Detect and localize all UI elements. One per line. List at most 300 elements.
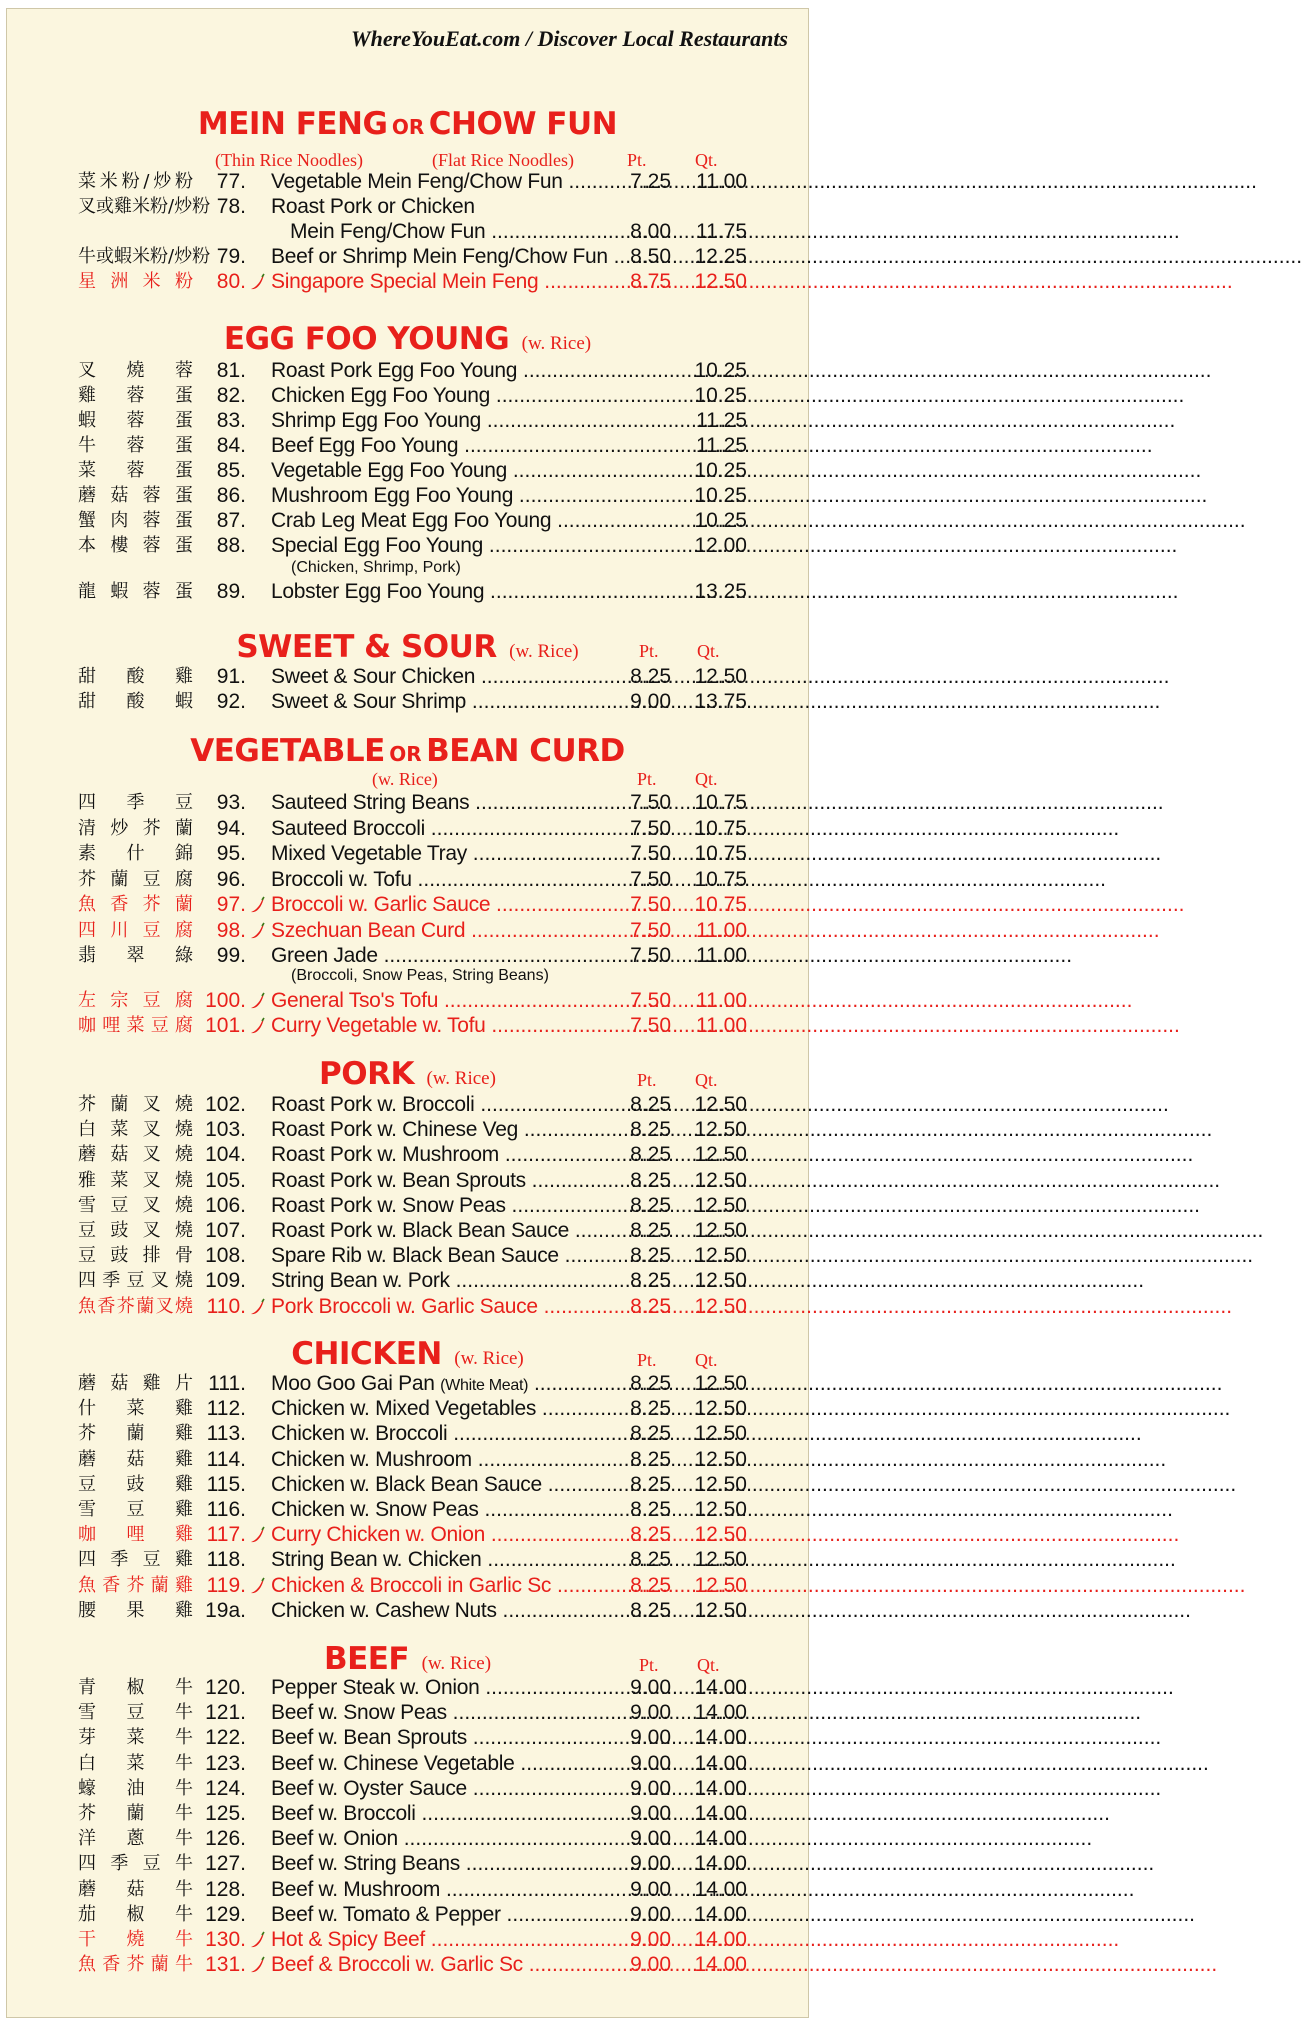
section-title-note: (w. Rice) bbox=[454, 1348, 524, 1369]
pint-price: 7.50 bbox=[630, 1014, 671, 1037]
quart-price: 10.75 bbox=[694, 842, 747, 865]
chinese-name: 洋蔥牛 bbox=[78, 1828, 193, 1849]
item-number: 92. bbox=[216, 690, 246, 713]
quart-price: 12.50 bbox=[694, 1194, 747, 1217]
quart-price: 12.50 bbox=[694, 1599, 747, 1622]
item-number: 108. bbox=[205, 1244, 246, 1267]
pint-price: 7.50 bbox=[630, 919, 671, 942]
dish-name-text: Chicken w. Snow Peas bbox=[271, 1498, 479, 1521]
quart-price: 12.50 bbox=[694, 665, 747, 688]
dish-name bbox=[271, 169, 623, 194]
item-note bbox=[7, 559, 808, 579]
dish-name bbox=[271, 1218, 623, 1243]
menu-item-row[interactable] bbox=[7, 1243, 808, 1268]
dish-name-text: Roast Pork or Chicken bbox=[271, 195, 475, 218]
menu-item-row[interactable] bbox=[7, 1268, 808, 1293]
pint-price: 8.25 bbox=[630, 1093, 671, 1116]
quart-price: 10.75 bbox=[694, 791, 747, 814]
noodle-type-flat: (Flat Rice Noodles) bbox=[432, 150, 574, 170]
chinese-name: 雪豆牛 bbox=[78, 1702, 193, 1723]
chinese-name: 芥蘭雞 bbox=[78, 1423, 193, 1444]
menu-panel bbox=[6, 8, 809, 2018]
dish-name bbox=[271, 1497, 623, 1522]
chinese-name: 什菜雞 bbox=[78, 1398, 193, 1419]
quart-price: 14.00 bbox=[694, 1802, 747, 1825]
menu-item-row[interactable] bbox=[7, 1447, 808, 1472]
chili-pepper-icon bbox=[249, 1017, 265, 1035]
pint-price: 8.25 bbox=[630, 1397, 671, 1420]
pint-header: Pt. bbox=[637, 769, 657, 789]
dish-name-text: Spare Rib w. Black Bean Sauce bbox=[271, 1244, 559, 1267]
pint-price: 9.00 bbox=[630, 1752, 671, 1775]
dish-name-text: Curry Vegetable w. Tofu bbox=[271, 1014, 486, 1037]
pint-price: 8.25 bbox=[630, 1219, 671, 1242]
pint-price: 7.50 bbox=[630, 893, 671, 916]
menu-item-row[interactable] bbox=[7, 1851, 808, 1876]
quart-header: Qt. bbox=[697, 1655, 720, 1675]
chinese-name: 芽菜牛 bbox=[78, 1727, 193, 1748]
item-number: 87. bbox=[216, 509, 246, 532]
dish-name bbox=[271, 508, 623, 533]
pint-price: 8.25 bbox=[630, 1574, 671, 1597]
menu-item-row[interactable] bbox=[7, 508, 808, 533]
item-number: 85. bbox=[216, 459, 246, 482]
menu-item-row[interactable] bbox=[7, 169, 808, 194]
chinese-name: 魚香芥蘭牛 bbox=[78, 1954, 193, 1975]
quart-price: 12.50 bbox=[694, 1548, 747, 1571]
menu-item-row[interactable] bbox=[7, 1927, 808, 1952]
pint-price: 9.00 bbox=[630, 1777, 671, 1800]
dish-name-text: Beef or Shrimp Mein Feng/Chow Fun bbox=[271, 245, 608, 268]
item-number: 91. bbox=[216, 665, 246, 688]
quart-price: 13.75 bbox=[694, 690, 747, 713]
menu-item-row[interactable] bbox=[7, 1902, 808, 1927]
menu-item-row[interactable] bbox=[7, 816, 808, 841]
menu-item-row[interactable] bbox=[7, 918, 808, 943]
dish-name-text: Chicken w. Black Bean Sauce bbox=[271, 1473, 542, 1496]
pint-price: 9.00 bbox=[630, 1726, 671, 1749]
item-number: 121. bbox=[205, 1701, 246, 1724]
pint-price: 8.50 bbox=[630, 245, 671, 268]
dish-name-text: Roast Pork Egg Foo Young bbox=[271, 359, 518, 382]
quart-price: 12.50 bbox=[694, 270, 747, 293]
menu-item-row[interactable] bbox=[7, 1193, 808, 1218]
dish-name-text: Mein Feng/Chow Fun bbox=[290, 220, 486, 243]
section-title bbox=[7, 106, 808, 142]
section-title-part: BEEF bbox=[323, 1641, 410, 1677]
menu-item-row[interactable] bbox=[7, 790, 808, 815]
menu-item-row[interactable] bbox=[7, 1117, 808, 1142]
menu-item-row[interactable] bbox=[7, 1168, 808, 1193]
chili-pepper-icon bbox=[249, 1956, 265, 1974]
dish-name-text: Chicken w. Broccoli bbox=[271, 1422, 448, 1445]
dish-name bbox=[271, 1877, 623, 1902]
menu-item-row[interactable] bbox=[7, 943, 808, 968]
quart-price: 10.25 bbox=[694, 384, 747, 407]
dish-name-text: Beef Egg Foo Young bbox=[271, 434, 459, 457]
menu-item-row[interactable] bbox=[7, 1142, 808, 1167]
menu-item-row[interactable] bbox=[7, 1877, 808, 1902]
quart-price: 13.25 bbox=[694, 580, 747, 603]
chinese-name: 叉燒蓉 bbox=[78, 360, 193, 381]
section-title bbox=[7, 629, 808, 665]
pint-price: 9.00 bbox=[630, 690, 671, 713]
menu-item-row[interactable] bbox=[7, 988, 808, 1013]
chinese-name: 星洲米粉 bbox=[78, 271, 193, 292]
chinese-name: 雪豆叉燒 bbox=[78, 1195, 193, 1216]
item-number: 120. bbox=[205, 1676, 246, 1699]
pint-price: 7.50 bbox=[630, 989, 671, 1012]
chinese-name: 魚香芥蘭叉燒 bbox=[78, 1296, 193, 1317]
dish-name-text: Mushroom Egg Foo Young bbox=[271, 484, 514, 507]
dish-name-text: Hot & Spicy Beef bbox=[271, 1928, 425, 1951]
item-number: 103. bbox=[205, 1118, 246, 1141]
quart-price: 11.25 bbox=[696, 434, 747, 457]
quart-price: 12.50 bbox=[694, 1473, 747, 1496]
dish-name bbox=[271, 1117, 623, 1142]
menu-item-row[interactable] bbox=[7, 533, 808, 558]
section-title-part: EGG FOO YOUNG bbox=[223, 321, 510, 357]
pint-price: 9.00 bbox=[630, 1676, 671, 1699]
menu-item-row[interactable] bbox=[7, 579, 808, 604]
menu-item-row[interactable] bbox=[7, 892, 808, 917]
menu-item-row[interactable] bbox=[7, 1013, 808, 1038]
item-number: 102. bbox=[205, 1093, 246, 1116]
item-number: 95. bbox=[216, 842, 246, 865]
dish-name-text: Roast Pork w. Broccoli bbox=[271, 1093, 475, 1116]
section-title bbox=[7, 1641, 808, 1677]
chinese-name: 芥蘭豆腐 bbox=[78, 869, 193, 890]
quart-header: Qt. bbox=[695, 769, 718, 789]
item-number: 110. bbox=[206, 1295, 246, 1318]
chinese-name: 豆豉叉燒 bbox=[78, 1220, 193, 1241]
menu-item-row[interactable] bbox=[7, 1421, 808, 1446]
pint-header: Pt. bbox=[637, 1070, 657, 1090]
dish-name bbox=[271, 1243, 623, 1268]
chinese-name: 腰果雞 bbox=[78, 1600, 193, 1621]
dish-name-text: Beef & Broccoli w. Garlic Sc bbox=[271, 1953, 523, 1976]
dish-name bbox=[271, 1751, 623, 1776]
dish-name-text: Moo Goo Gai Pan bbox=[271, 1372, 435, 1395]
section-title-part: BEAN CURD bbox=[426, 733, 625, 769]
menu-item-row[interactable] bbox=[7, 1952, 808, 1977]
dish-name bbox=[271, 689, 623, 714]
menu-item-row[interactable] bbox=[7, 433, 808, 458]
chinese-name: 四季豆 bbox=[78, 792, 193, 813]
quart-price: 11.00 bbox=[696, 944, 747, 967]
section-title bbox=[7, 1336, 808, 1372]
chinese-name: 蘑菇牛 bbox=[78, 1879, 193, 1900]
dish-name-text: Lobster Egg Foo Young bbox=[271, 580, 485, 603]
quart-price: 12.00 bbox=[694, 534, 747, 557]
dish-name-text: Green Jade bbox=[271, 944, 378, 967]
section-subtitle-text: (w. Rice) bbox=[372, 769, 438, 789]
menu-item-row[interactable] bbox=[7, 244, 808, 269]
dish-name-text: Roast Pork w. Snow Peas bbox=[271, 1194, 506, 1217]
item-number: 111. bbox=[208, 1372, 246, 1395]
item-number: 97. bbox=[216, 893, 246, 916]
dish-name-text: Beef w. Broccoli bbox=[271, 1802, 416, 1825]
item-number: 80. bbox=[216, 270, 246, 293]
item-number: 89. bbox=[216, 580, 246, 603]
dish-name bbox=[271, 1675, 623, 1700]
dish-name bbox=[271, 458, 623, 483]
quart-price: 11.00 bbox=[696, 989, 747, 1012]
menu-item-row[interactable] bbox=[7, 383, 808, 408]
site-banner[interactable]: WhereYouEat.com / Discover Local Restaurants bbox=[351, 26, 788, 51]
item-note bbox=[7, 967, 808, 987]
dish-name-text: General Tso's Tofu bbox=[271, 989, 439, 1012]
section-title bbox=[7, 1056, 808, 1092]
quart-price: 12.50 bbox=[694, 1574, 747, 1597]
pint-price: 8.25 bbox=[630, 1169, 671, 1192]
dish-name-text: Sweet & Sour Chicken bbox=[271, 665, 476, 688]
item-number: 127. bbox=[205, 1852, 246, 1875]
chinese-name: 本樓蓉蛋 bbox=[78, 535, 193, 556]
dish-name-text: Sauteed Broccoli bbox=[271, 817, 425, 840]
dish-name bbox=[271, 1013, 623, 1038]
chinese-name: 四季豆叉燒 bbox=[78, 1270, 193, 1291]
chinese-name: 牛蓉蛋 bbox=[78, 435, 193, 456]
menu-item-row[interactable] bbox=[7, 1826, 808, 1851]
quart-price: 14.00 bbox=[694, 1903, 747, 1926]
item-number: 119. bbox=[206, 1574, 246, 1597]
section-title-part: MEIN FENG bbox=[197, 106, 388, 142]
item-number: 79. bbox=[216, 245, 246, 268]
item-number: 131. bbox=[205, 1953, 246, 1976]
item-number: 109. bbox=[205, 1269, 246, 1292]
pint-price: 8.25 bbox=[630, 1599, 671, 1622]
menu-item-row[interactable] bbox=[7, 689, 808, 714]
item-number: 123. bbox=[205, 1752, 246, 1775]
chili-pepper-icon bbox=[249, 992, 265, 1010]
dish-name bbox=[271, 408, 623, 433]
menu-item-row[interactable] bbox=[7, 1522, 808, 1547]
pint-price: 8.25 bbox=[630, 1118, 671, 1141]
chinese-name: 四川豆腐 bbox=[78, 920, 193, 941]
pint-header: Pt. bbox=[637, 1350, 657, 1370]
dish-name bbox=[271, 1371, 623, 1398]
menu-item-row[interactable] bbox=[7, 1497, 808, 1522]
menu-item-row[interactable] bbox=[7, 664, 808, 689]
item-number: 124. bbox=[205, 1777, 246, 1800]
chinese-name: 蝦蓉蛋 bbox=[78, 410, 193, 431]
chili-pepper-icon bbox=[249, 1577, 265, 1595]
chinese-name: 芥蘭牛 bbox=[78, 1803, 193, 1824]
menu-item-row[interactable] bbox=[7, 1218, 808, 1243]
menu-item-row[interactable] bbox=[7, 1725, 808, 1750]
pint-price: 7.50 bbox=[630, 944, 671, 967]
pint-header: Pt. bbox=[639, 1655, 659, 1675]
chili-pepper-icon bbox=[249, 896, 265, 914]
dish-name-text: Broccoli w. Tofu bbox=[271, 868, 412, 891]
quart-price: 11.00 bbox=[696, 170, 747, 193]
dish-name bbox=[271, 358, 623, 383]
item-number: 125. bbox=[205, 1802, 246, 1825]
menu-item-row[interactable] bbox=[7, 1598, 808, 1623]
item-number: 122. bbox=[205, 1726, 246, 1749]
item-number: 84. bbox=[216, 434, 246, 457]
quart-price: 11.00 bbox=[696, 919, 747, 942]
quart-price: 14.00 bbox=[694, 1953, 747, 1976]
menu-item-row[interactable] bbox=[7, 194, 808, 219]
dish-name bbox=[271, 194, 623, 219]
dish-name-text: Chicken w. Mixed Vegetables bbox=[271, 1397, 537, 1420]
dish-name bbox=[271, 433, 623, 458]
quart-price: 12.50 bbox=[694, 1448, 747, 1471]
chinese-name: 干燒牛 bbox=[78, 1929, 193, 1950]
dish-name-text: Mixed Vegetable Tray bbox=[271, 842, 467, 865]
menu-item-row[interactable] bbox=[7, 1092, 808, 1117]
chinese-name: 蟹肉蓉蛋 bbox=[78, 510, 193, 531]
chinese-name: 翡翠綠 bbox=[78, 945, 193, 966]
chinese-name: 魚香芥蘭雞 bbox=[78, 1575, 193, 1596]
dish-name bbox=[271, 1193, 623, 1218]
dish-name-text: Beef w. Oyster Sauce bbox=[271, 1777, 467, 1800]
dish-name-text: Roast Pork w. Bean Sprouts bbox=[271, 1169, 526, 1192]
pint-price: 8.25 bbox=[630, 1422, 671, 1445]
section-title-or: OR bbox=[391, 115, 425, 139]
pint-price: 9.00 bbox=[630, 1878, 671, 1901]
quart-header: Qt. bbox=[697, 641, 720, 661]
menu-item-row[interactable] bbox=[7, 1675, 808, 1700]
chinese-name: 牛或蝦米粉/炒粉 bbox=[78, 246, 211, 267]
quart-price: 14.00 bbox=[694, 1676, 747, 1699]
menu-item-row[interactable] bbox=[7, 483, 808, 508]
menu-item-row[interactable] bbox=[7, 269, 808, 294]
dish-name bbox=[271, 1472, 623, 1497]
dish-name bbox=[271, 1851, 623, 1876]
item-number: 116. bbox=[206, 1498, 246, 1521]
pint-header: Pt. bbox=[627, 150, 647, 170]
quart-price: 12.50 bbox=[694, 1422, 747, 1445]
quart-price: 11.00 bbox=[696, 1014, 747, 1037]
menu-item-row[interactable] bbox=[7, 1573, 808, 1598]
item-number: 107. bbox=[205, 1219, 246, 1242]
chili-pepper-icon bbox=[249, 273, 265, 291]
dish-name-text: String Bean w. Pork bbox=[271, 1269, 450, 1292]
quart-price: 11.25 bbox=[696, 409, 747, 432]
quart-price: 12.50 bbox=[694, 1093, 747, 1116]
item-number: 128. bbox=[205, 1878, 246, 1901]
pint-price: 8.25 bbox=[630, 1194, 671, 1217]
menu-item-row[interactable] bbox=[7, 1776, 808, 1801]
menu-item-row[interactable] bbox=[7, 1801, 808, 1826]
dish-name-text: Beef w. Chinese Vegetable bbox=[271, 1752, 515, 1775]
menu-item-row[interactable] bbox=[7, 219, 808, 244]
item-number: 104. bbox=[205, 1143, 246, 1166]
menu-item-row[interactable] bbox=[7, 1547, 808, 1572]
menu-item-row[interactable] bbox=[7, 841, 808, 866]
quart-header: Qt. bbox=[695, 1350, 718, 1370]
dish-name-text: Crab Leg Meat Egg Foo Young bbox=[271, 509, 552, 532]
dish-name bbox=[271, 1421, 623, 1446]
item-number: 118. bbox=[206, 1548, 246, 1571]
pint-price: 9.00 bbox=[630, 1701, 671, 1724]
chinese-name: 雞蓉蛋 bbox=[78, 385, 193, 406]
chinese-name: 蠔油牛 bbox=[78, 1778, 193, 1799]
menu-item-row[interactable] bbox=[7, 458, 808, 483]
menu-item-row[interactable] bbox=[7, 1371, 808, 1396]
quart-price: 10.75 bbox=[694, 893, 747, 916]
pint-price: 8.25 bbox=[630, 1548, 671, 1571]
dish-name bbox=[271, 943, 623, 968]
item-number: 130. bbox=[205, 1928, 246, 1951]
quart-price: 12.50 bbox=[694, 1397, 747, 1420]
dish-name-text: Beef w. String Beans bbox=[271, 1852, 460, 1875]
quart-price: 10.25 bbox=[694, 509, 747, 532]
chinese-name: 甜酸蝦 bbox=[78, 691, 193, 712]
menu-item-row[interactable] bbox=[7, 1396, 808, 1421]
quart-header: Qt. bbox=[695, 150, 718, 170]
dish-name-text: Chicken w. Cashew Nuts bbox=[271, 1599, 497, 1622]
quart-price: 12.50 bbox=[694, 1219, 747, 1242]
item-number: 99. bbox=[216, 944, 246, 967]
quart-price: 10.75 bbox=[694, 868, 747, 891]
item-number: 101. bbox=[205, 1014, 246, 1037]
pint-price: 8.25 bbox=[630, 1269, 671, 1292]
dish-name bbox=[271, 664, 623, 689]
chili-pepper-icon bbox=[249, 1526, 265, 1544]
dish-name bbox=[271, 816, 623, 841]
dish-name-note: (White Meat) bbox=[440, 1377, 529, 1394]
dish-name-text: Singapore Special Mein Feng bbox=[271, 270, 539, 293]
menu-item-row[interactable] bbox=[7, 1751, 808, 1776]
dish-name bbox=[271, 244, 623, 269]
chili-pepper-icon bbox=[249, 1931, 265, 1949]
pint-price: 7.50 bbox=[630, 842, 671, 865]
dish-name bbox=[271, 1396, 623, 1421]
dish-name bbox=[271, 1598, 623, 1623]
chinese-name: 白菜叉燒 bbox=[78, 1119, 193, 1140]
item-number: 82. bbox=[216, 384, 246, 407]
item-number: 113. bbox=[206, 1422, 246, 1445]
quart-price: 14.00 bbox=[694, 1701, 747, 1724]
section-title bbox=[7, 321, 808, 357]
dish-name bbox=[271, 1573, 623, 1598]
dish-name bbox=[271, 1294, 623, 1319]
pint-price: 8.25 bbox=[630, 1244, 671, 1267]
chinese-name: 蘑菇叉燒 bbox=[78, 1144, 193, 1165]
menu-item-row[interactable] bbox=[7, 867, 808, 892]
chinese-name: 豆豉雞 bbox=[78, 1474, 193, 1495]
dish-name-text: Beef w. Bean Sprouts bbox=[271, 1726, 467, 1749]
dish-name bbox=[271, 1902, 623, 1927]
menu-item-row[interactable] bbox=[7, 1472, 808, 1497]
chinese-name: 雅菜叉燒 bbox=[78, 1170, 193, 1191]
quart-price: 14.00 bbox=[694, 1726, 747, 1749]
menu-item-row[interactable] bbox=[7, 408, 808, 433]
quart-price: 12.50 bbox=[694, 1295, 747, 1318]
menu-item-row[interactable] bbox=[7, 1294, 808, 1319]
pint-price: 8.25 bbox=[630, 1448, 671, 1471]
section-title-or: OR bbox=[389, 742, 422, 766]
dish-name-text: Beef w. Mushroom bbox=[271, 1878, 441, 1901]
dish-name-text: Sweet & Sour Shrimp bbox=[271, 690, 467, 713]
item-number: 83. bbox=[216, 409, 246, 432]
dish-name bbox=[271, 269, 623, 294]
item-number: 81. bbox=[216, 359, 246, 382]
menu-item-row[interactable] bbox=[7, 1700, 808, 1725]
dish-name bbox=[271, 1168, 623, 1193]
item-number: 100. bbox=[205, 989, 246, 1012]
menu-item-row[interactable] bbox=[7, 358, 808, 383]
section-title-note: (w. Rice) bbox=[509, 641, 579, 662]
item-number: 94. bbox=[216, 817, 246, 840]
dish-name-text: Chicken Egg Foo Young bbox=[271, 384, 491, 407]
pint-price: 9.00 bbox=[630, 1802, 671, 1825]
chinese-name: 茄椒牛 bbox=[78, 1904, 193, 1925]
